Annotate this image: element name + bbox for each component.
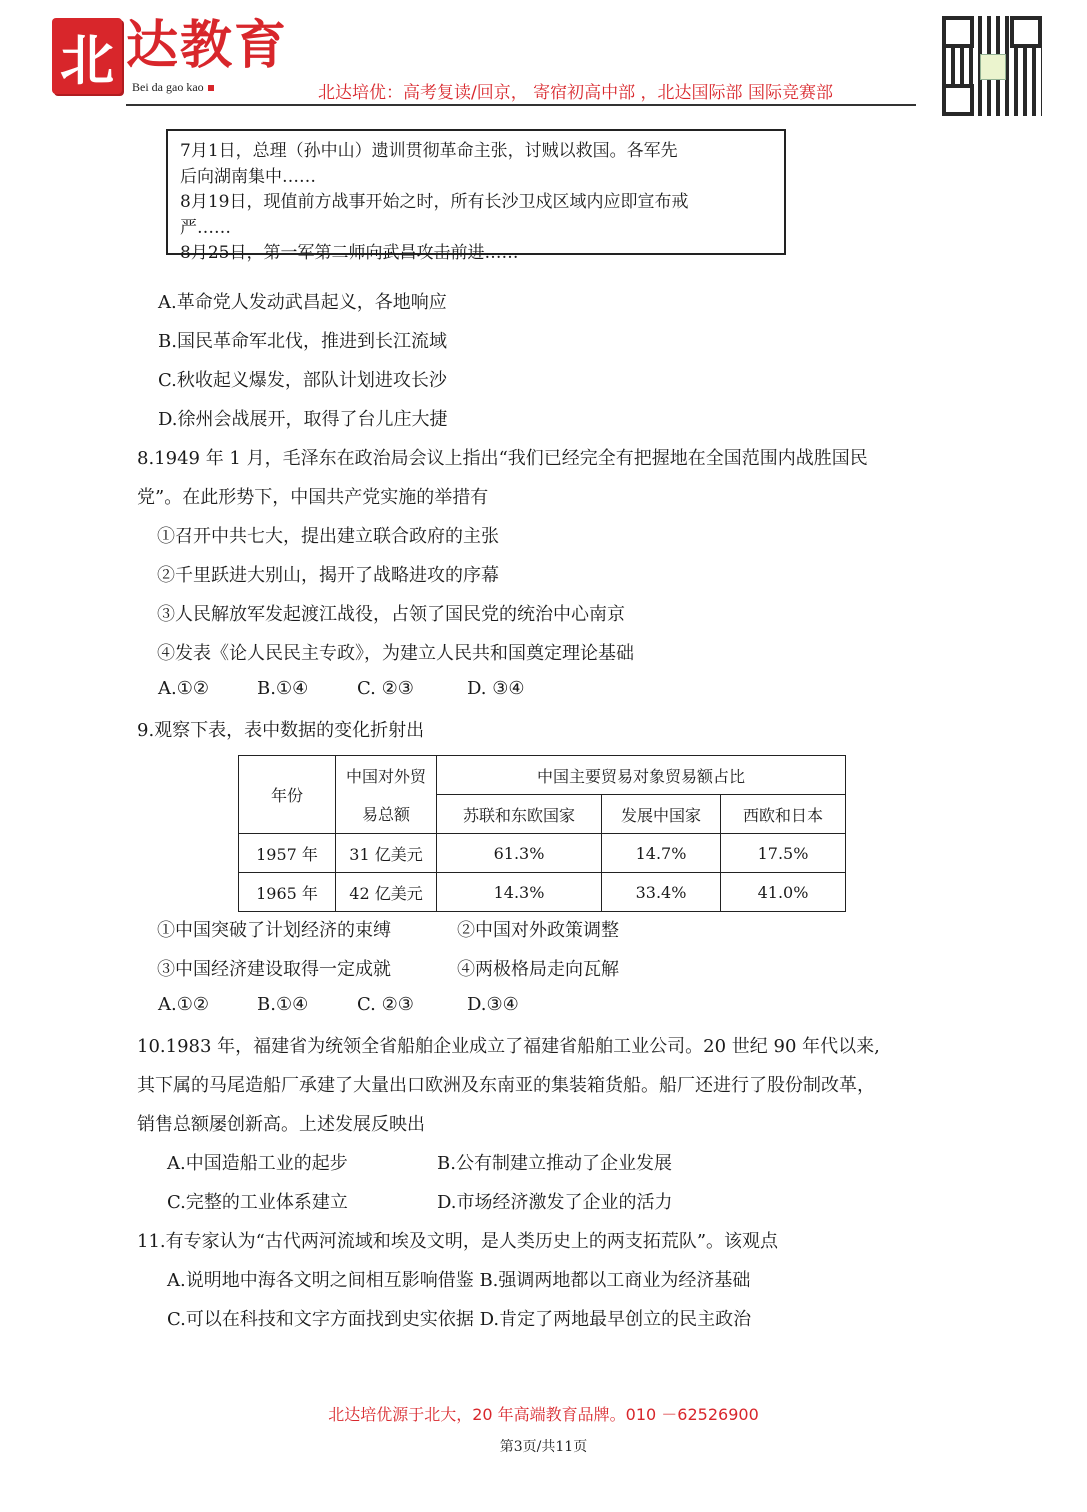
q8-choice-d: D. ③④ (467, 678, 525, 699)
q9-choice-b: B.①④ (257, 994, 309, 1015)
q11-choices-cd: C.可以在科技和文字方面找到史实依据 D.肯定了两地最早创立的民主政治 (167, 1309, 752, 1330)
q10-stem-cont: 销售总额屡创新高。上述发展反映出 (137, 1114, 425, 1135)
q10-choice-c: C.完整的工业体系建立 (167, 1192, 348, 1213)
q7-option-d: D.徐州会战展开，取得了台儿庄大捷 (158, 409, 448, 430)
cell-share: 61.3% (437, 834, 602, 873)
q9-choice-d: D.③④ (467, 994, 519, 1015)
q9-item: ②中国对外政策调整 (457, 920, 619, 941)
q8-choice-b: B.①④ (257, 678, 309, 699)
q10-stem: 10.1983 年，福建省为统领全省船舶企业成立了福建省船舶工业公司。20 世纪 90 年代以来, (137, 1036, 880, 1057)
q10-choice-a: A.中国造船工业的起步 (167, 1153, 348, 1174)
q8-choice-a: A.①② (158, 678, 209, 699)
header-rule (126, 104, 916, 106)
q9-item: ④两极格局走向瓦解 (457, 959, 619, 980)
q8-item: ①召开中共七大，提出建立联合政府的主张 (157, 526, 499, 547)
excerpt-box (166, 129, 786, 263)
header-tagline: 北达培优：高考复读/回京， 寄宿初高中部 ，北达国际部 国际竞赛部 (318, 83, 833, 103)
q11-choices-ab: A.说明地中海各文明之间相互影响借鉴 B.强调两地都以工商业为经济基础 (167, 1270, 751, 1291)
q9-item: ①中国突破了计划经济的束缚 (157, 920, 391, 941)
header-year: 年份 (239, 756, 336, 834)
cell-total: 31 亿美元 (336, 834, 437, 873)
cell-share: 14.7% (602, 834, 721, 873)
q7-option-b: B.国民革命军北伐，推进到长江流域 (158, 331, 447, 352)
footer-slogan: 北达培优源于北大，20 年高端教育品牌。010 －62526900 (328, 1405, 759, 1424)
cell-total: 42 亿美元 (336, 873, 437, 912)
header-developing: 发展中国家 (602, 795, 721, 834)
excerpt-line: 后向湖南集中…… (180, 166, 316, 187)
q10-choice-b: B.公有制建立推动了企业发展 (437, 1153, 672, 1174)
q7-option-c: C.秋收起义爆发，部队计划进攻长沙 (158, 370, 447, 391)
trade-table (238, 755, 846, 912)
q8-stem: 8.1949 年 1 月，毛泽东在政治局会议上指出“我们已经完全有把握地在全国范围内战胜国民 (137, 448, 868, 469)
q9-choice-c: C. ②③ (357, 994, 414, 1015)
q9-stem: 9.观察下表，表中数据的变化折射出 (137, 720, 425, 741)
excerpt-line: 8月19日，现值前方战事开始之时，所有长沙卫戍区域内应即宣布戒 (180, 192, 689, 212)
table-row (239, 834, 846, 873)
cell-share: 41.0% (721, 873, 846, 912)
excerpt-line: 8月25日，第一军第二师向武昌攻击前进…… (180, 243, 519, 263)
qr-code-icon (942, 16, 1042, 116)
logo-name: 达教育 (126, 15, 289, 76)
q10-stem-cont: 其下属的马尾造船厂承建了大量出口欧洲及东南亚的集装箱货船。船厂还进行了股份制改革， (137, 1075, 875, 1096)
page-number: 第3页/共11页 (499, 1439, 588, 1455)
q11-stem: 11.有专家认为“古代两河流域和埃及文明，是人类历史上的两支拓荒队”。该观点 (137, 1231, 779, 1252)
cell-year: 1957 年 (239, 834, 336, 873)
logo-mark: 北 (52, 18, 122, 94)
header-ussr-east-europe: 苏联和东欧国家 (437, 795, 602, 834)
cell-year: 1965 年 (239, 873, 336, 912)
table-row (239, 873, 846, 912)
q8-item: ②千里跃进大别山，揭开了战略进攻的序幕 (157, 565, 499, 586)
header-west-europe-japan: 西欧和日本 (721, 795, 846, 834)
q9-choice-a: A.①② (158, 994, 209, 1015)
q8-item: ④发表《论人民民主专政》，为建立人民共和国奠定理论基础 (157, 643, 634, 664)
q10-choice-d: D.市场经济激发了企业的活力 (437, 1192, 673, 1213)
excerpt-line: 严…… (180, 217, 231, 238)
logo-pinyin: Bei da gao kao (132, 80, 214, 95)
cell-share: 33.4% (602, 873, 721, 912)
q8-choice-c: C. ②③ (357, 678, 414, 699)
q8-stem-cont: 党”。在此形势下，中国共产党实施的举措有 (137, 487, 489, 508)
q7-option-a: A.革命党人发动武昌起义，各地响应 (158, 292, 447, 313)
cell-share: 17.5% (721, 834, 846, 873)
q9-item: ③中国经济建设取得一定成就 (157, 959, 391, 980)
header-total-cont: 易总额 (336, 795, 437, 834)
header-share-group: 中国主要贸易对象贸易额占比 (437, 756, 846, 795)
q8-item: ③人民解放军发起渡江战役，占领了国民党的统治中心南京 (157, 604, 625, 625)
header-total: 中国对外贸 (336, 756, 437, 795)
excerpt-line: 7月1日，总理（孙中山）遗训贯彻革命主张，讨贼以救国。各军先 (180, 141, 678, 161)
cell-share: 14.3% (437, 873, 602, 912)
